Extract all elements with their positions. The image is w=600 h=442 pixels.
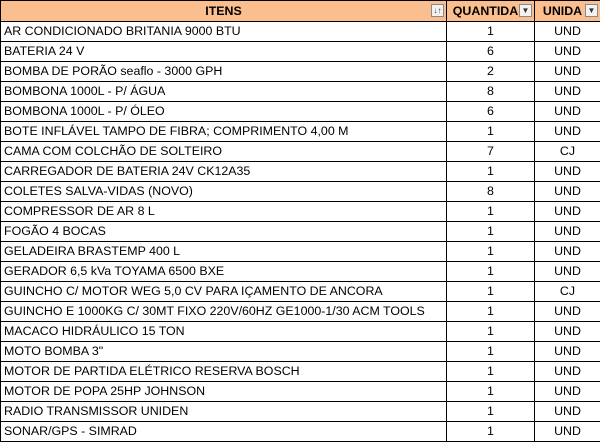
- unit-cell[interactable]: UND: [535, 162, 600, 182]
- unit-cell[interactable]: UND: [535, 322, 600, 342]
- table-row: [1, 342, 600, 362]
- unit-cell[interactable]: UND: [535, 222, 600, 242]
- header-quantidade-label: QUANTIDA: [453, 1, 518, 21]
- unit-cell[interactable]: CJ: [535, 142, 600, 162]
- table-row: [1, 422, 600, 442]
- filter-dropdown-icon[interactable]: ▼: [585, 4, 598, 17]
- item-cell[interactable]: BATERIA 24 V: [1, 42, 447, 62]
- quantity-cell[interactable]: 1: [447, 422, 535, 442]
- unit-cell[interactable]: UND: [535, 382, 600, 402]
- unit-cell[interactable]: UND: [535, 62, 600, 82]
- item-cell[interactable]: BOMBONA 1000L - P/ ÓLEO: [1, 102, 447, 122]
- quantity-cell[interactable]: 8: [447, 182, 535, 202]
- table-row: [1, 82, 600, 102]
- item-cell[interactable]: BOTE INFLÁVEL TAMPO DE FIBRA; COMPRIMENTO 4,00 M: [1, 122, 447, 142]
- item-cell[interactable]: MOTO BOMBA 3": [1, 342, 447, 362]
- table-row: [1, 42, 600, 62]
- table-row: [1, 222, 600, 242]
- item-cell[interactable]: CAMA COM COLCHÃO DE SOLTEIRO: [1, 142, 447, 162]
- quantity-cell[interactable]: 6: [447, 102, 535, 122]
- table-row: [1, 322, 600, 342]
- unit-cell[interactable]: UND: [535, 182, 600, 202]
- unit-cell[interactable]: UND: [535, 42, 600, 62]
- quantity-cell[interactable]: 1: [447, 362, 535, 382]
- unit-cell[interactable]: UND: [535, 362, 600, 382]
- table-row: [1, 182, 600, 202]
- quantity-cell[interactable]: 1: [447, 282, 535, 302]
- unit-cell[interactable]: UND: [535, 422, 600, 442]
- table-row: [1, 242, 600, 262]
- quantity-cell[interactable]: 7: [447, 142, 535, 162]
- unit-cell[interactable]: UND: [535, 302, 600, 322]
- unit-cell[interactable]: UND: [535, 82, 600, 102]
- item-cell[interactable]: GERADOR 6,5 kVa TOYAMA 6500 BXE: [1, 262, 447, 282]
- filter-dropdown-icon[interactable]: ▼: [519, 4, 532, 17]
- table-row: [1, 162, 600, 182]
- header-quantidade[interactable]: [447, 1, 535, 22]
- unit-cell[interactable]: UND: [535, 202, 600, 222]
- unit-cell[interactable]: UND: [535, 242, 600, 262]
- quantity-cell[interactable]: 1: [447, 402, 535, 422]
- quantity-cell[interactable]: 1: [447, 242, 535, 262]
- unit-cell[interactable]: UND: [535, 22, 600, 42]
- quantity-cell[interactable]: 6: [447, 42, 535, 62]
- quantity-cell[interactable]: 1: [447, 302, 535, 322]
- unit-cell[interactable]: UND: [535, 122, 600, 142]
- quantity-cell[interactable]: 1: [447, 22, 535, 42]
- quantity-cell[interactable]: 1: [447, 342, 535, 362]
- item-cell[interactable]: SONAR/GPS - SIMRAD: [1, 422, 447, 442]
- table-row: [1, 362, 600, 382]
- item-cell[interactable]: MOTOR DE PARTIDA ELÉTRICO RESERVA BOSCH: [1, 362, 447, 382]
- table-row: [1, 402, 600, 422]
- quantity-cell[interactable]: 8: [447, 82, 535, 102]
- header-itens[interactable]: [1, 1, 447, 22]
- unit-cell[interactable]: CJ: [535, 282, 600, 302]
- quantity-cell[interactable]: 1: [447, 122, 535, 142]
- item-cell[interactable]: COMPRESSOR DE AR 8 L: [1, 202, 447, 222]
- item-cell[interactable]: MACACO HIDRÁULICO 15 TON: [1, 322, 447, 342]
- unit-cell[interactable]: UND: [535, 262, 600, 282]
- table-row: [1, 302, 600, 322]
- header-unidade-label: UNIDA: [543, 1, 582, 21]
- item-cell[interactable]: CARREGADOR DE BATERIA 24V CK12A35: [1, 162, 447, 182]
- item-cell[interactable]: BOMBA DE PORÃO seaflo - 3000 GPH: [1, 62, 447, 82]
- table-row: [1, 142, 600, 162]
- quantity-cell[interactable]: 1: [447, 262, 535, 282]
- quantity-cell[interactable]: 1: [447, 162, 535, 182]
- unit-cell[interactable]: UND: [535, 102, 600, 122]
- quantity-cell[interactable]: 1: [447, 382, 535, 402]
- quantity-cell[interactable]: 2: [447, 62, 535, 82]
- table-row: [1, 282, 600, 302]
- header-unidade[interactable]: [535, 1, 600, 22]
- unit-cell[interactable]: UND: [535, 402, 600, 422]
- item-cell[interactable]: BOMBONA 1000L - P/ ÁGUA: [1, 82, 447, 102]
- item-cell[interactable]: GELADEIRA BRASTEMP 400 L: [1, 242, 447, 262]
- item-cell[interactable]: MOTOR DE POPA 25HP JOHNSON: [1, 382, 447, 402]
- table-row: [1, 22, 600, 42]
- unit-cell[interactable]: UND: [535, 342, 600, 362]
- item-cell[interactable]: AR CONDICIONADO BRITANIA 9000 BTU: [1, 22, 447, 42]
- table-row: [1, 122, 600, 142]
- item-cell[interactable]: FOGÃO 4 BOCAS: [1, 222, 447, 242]
- table-row: [1, 262, 600, 282]
- item-cell[interactable]: COLETES SALVA-VIDAS (NOVO): [1, 182, 447, 202]
- sort-filter-icon[interactable]: ↓↑: [431, 4, 444, 17]
- header-itens-label: ITENS: [205, 1, 242, 21]
- item-cell[interactable]: GUINCHO C/ MOTOR WEG 5,0 CV PARA IÇAMENTO DE ANCORA: [1, 282, 447, 302]
- item-cell[interactable]: RADIO TRANSMISSOR UNIDEN: [1, 402, 447, 422]
- item-cell[interactable]: GUINCHO E 1000KG C/ 30MT FIXO 220V/60HZ GE1000-1/30 ACM TOOLS: [1, 302, 447, 322]
- table-row: [1, 102, 600, 122]
- table-row: [1, 382, 600, 402]
- table-row: [1, 202, 600, 222]
- table-row: [1, 62, 600, 82]
- quantity-cell[interactable]: 1: [447, 222, 535, 242]
- quantity-cell[interactable]: 1: [447, 322, 535, 342]
- header-row: [1, 1, 600, 22]
- quantity-cell[interactable]: 1: [447, 202, 535, 222]
